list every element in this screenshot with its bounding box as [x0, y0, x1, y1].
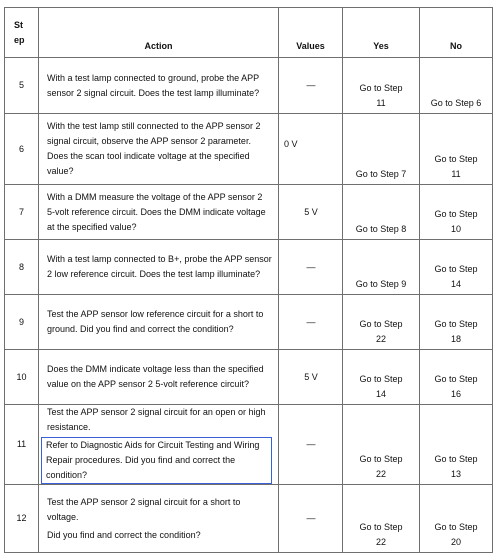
header-action: Action [39, 8, 279, 58]
yes-cell: Go to Step 9 [343, 240, 420, 295]
values-cell: 0 V [279, 114, 343, 185]
table-row [5, 58, 493, 114]
values-cell: — [279, 240, 343, 295]
yes-cell: Go to Step 22 [343, 485, 420, 553]
no-cell: Go to Step 20 [420, 485, 493, 553]
no-cell: Go to Step 11 [420, 114, 493, 185]
table-row [5, 114, 493, 185]
header-values: Values [279, 8, 343, 58]
step-number: 7 [5, 185, 39, 240]
step-number: 10 [5, 350, 39, 405]
no-cell: Go to Step 13 [420, 405, 493, 485]
header-yes: Yes [343, 8, 420, 58]
yes-cell: Go to Step 22 [343, 295, 420, 350]
action-text-part: Test the APP sensor 2 signal circuit for an open or high resistance. [47, 407, 266, 432]
action-text-part: Did you find and correct the condition? [47, 529, 201, 540]
values-cell: 5 V [279, 185, 343, 240]
header-step: St ep [5, 8, 39, 58]
values-cell: — [279, 405, 343, 485]
action-text: With a test lamp connected to ground, probe the APP sensor 2 signal circuit. Does the test lamp illuminate? [39, 58, 279, 114]
table-row [5, 295, 493, 350]
no-cell: Go to Step 18 [420, 295, 493, 350]
table-row [5, 240, 493, 295]
no-cell: Go to Step 16 [420, 350, 493, 405]
no-cell: Go to Step 14 [420, 240, 493, 295]
action-text: Does the DMM indicate voltage less than the specified value on the APP sensor 2 5-volt reference circuit? [39, 350, 279, 405]
no-cell: Go to Step 6 [420, 58, 493, 114]
step-number: 6 [5, 114, 39, 185]
step-number: 9 [5, 295, 39, 350]
diagnostic-table [4, 7, 493, 553]
table-row [5, 485, 493, 553]
yes-cell: Go to Step 22 [343, 405, 420, 485]
yes-cell: Go to Step 7 [343, 114, 420, 185]
step-number: 5 [5, 58, 39, 114]
no-cell: Go to Step 10 [420, 185, 493, 240]
yes-cell: Go to Step 11 [343, 58, 420, 114]
step-number: 8 [5, 240, 39, 295]
values-cell: — [279, 295, 343, 350]
yes-cell: Go to Step 14 [343, 350, 420, 405]
action-text-part: Test the APP sensor 2 signal circuit for a short to voltage. [47, 496, 241, 522]
action-text: Test the APP sensor low reference circuit for a short to ground. Did you find and correct the condition? [39, 295, 279, 350]
table-row [5, 350, 493, 405]
values-cell: — [279, 485, 343, 553]
action-text: With a test lamp connected to B+, probe the APP sensor 2 low reference circuit. Does the test lamp illuminate? [39, 240, 279, 295]
action-text-highlight: Refer to Diagnostic Aids for Circuit Testing and Wiring Repair procedures. Did you find and correct the condition? [41, 437, 272, 484]
values-cell: 5 V [279, 350, 343, 405]
action-text: With the test lamp still connected to the APP sensor 2 signal circuit, observe the APP sensor 2 parameter. Does the scan tool indicate voltage at the specified value? [39, 114, 279, 185]
step-number: 12 [5, 485, 39, 553]
header-row [5, 8, 493, 58]
values-cell: — [279, 58, 343, 114]
yes-cell: Go to Step 8 [343, 185, 420, 240]
header-no: No [420, 8, 493, 58]
step-number: 11 [5, 405, 39, 485]
action-text: With a DMM measure the voltage of the APP sensor 2 5-volt reference circuit. Does the DMM indicate voltage at the specified value? [39, 185, 279, 240]
table-row [5, 405, 493, 485]
action-text [39, 405, 279, 485]
action-text [39, 485, 279, 553]
table-row [5, 185, 493, 240]
